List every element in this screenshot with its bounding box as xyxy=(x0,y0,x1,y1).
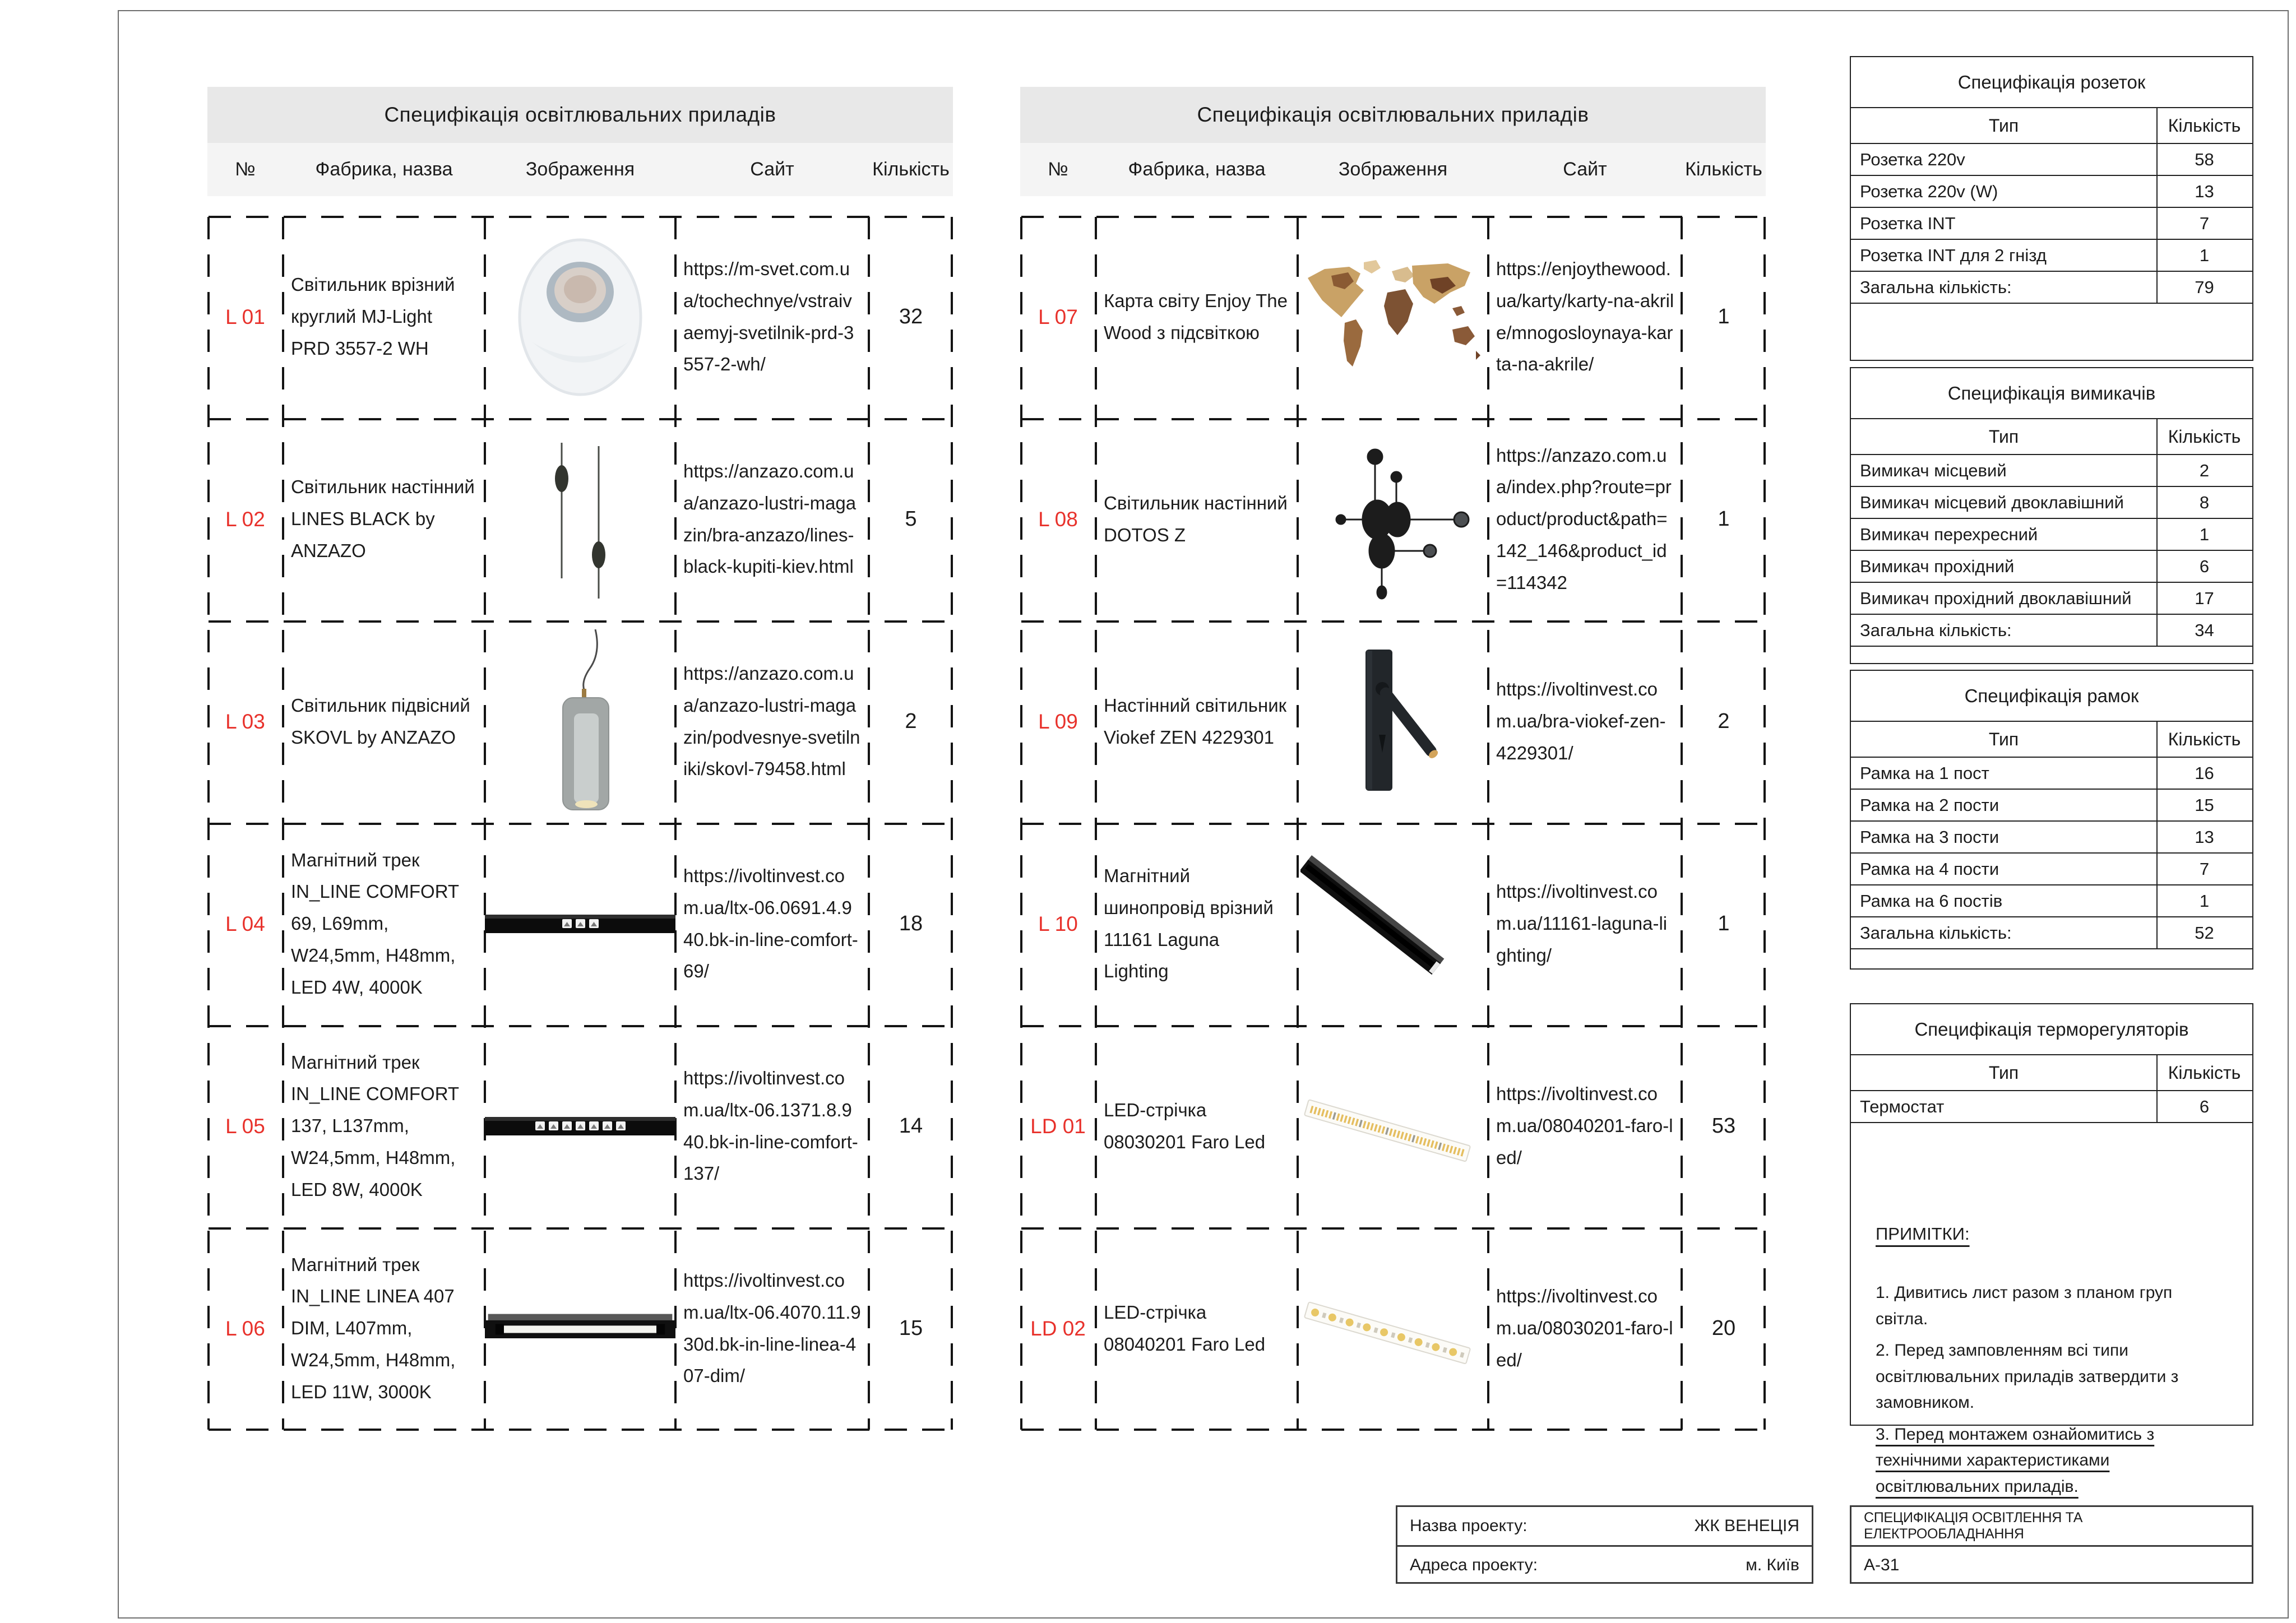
column-header: Фабрика, назва xyxy=(1128,159,1266,180)
column-header: Зображення xyxy=(1338,159,1448,180)
pendant-cylinder-image xyxy=(485,620,675,823)
row-id-label: L 07 xyxy=(1038,305,1078,328)
qty-cell: 2 xyxy=(2199,460,2210,480)
qty-cell: 52 xyxy=(2195,922,2214,943)
row-id-label: L 04 xyxy=(225,912,265,935)
spec-table-header xyxy=(1020,143,1766,196)
project-address-row xyxy=(1397,1545,1812,1583)
product-quantity: 32 xyxy=(899,304,923,328)
side-table-row xyxy=(1851,1091,2252,1123)
row-id-label: L 05 xyxy=(225,1114,265,1138)
product-quantity: 18 xyxy=(899,911,923,935)
product-quantity: 20 xyxy=(1711,1316,1736,1340)
qty-cell: 34 xyxy=(2195,620,2214,640)
product-name: Світильник настінний LINES BLACK by ANZAZO xyxy=(291,476,475,561)
product-quantity: 2 xyxy=(1718,709,1730,733)
column-header: Сайт xyxy=(1563,159,1607,180)
world-map-wood-image xyxy=(1298,216,1488,418)
product-quantity: 1 xyxy=(1718,507,1730,531)
type-cell: Розетка INT xyxy=(1860,213,1956,233)
product-name: Світильник врізний круглий MJ-Light PRD 3557-2 WH xyxy=(291,274,455,359)
side-table-header xyxy=(1851,108,2252,144)
sheet-title: СПЕЦИФІКАЦІЯ ОСВІТЛЕННЯ ТА ЕЛЕКТРООБЛАДНАННЯ xyxy=(1864,1510,2083,1542)
qty-cell: 1 xyxy=(2199,891,2210,911)
type-cell: Розетка 220v xyxy=(1860,149,1965,169)
side-table-3 xyxy=(1850,1003,2253,1496)
column-header: № xyxy=(235,159,256,180)
qty-cell: 6 xyxy=(2199,556,2210,576)
product-quantity: 14 xyxy=(899,1114,923,1138)
product-quantity: 5 xyxy=(905,507,917,531)
column-header: № xyxy=(1048,159,1068,180)
side-table-row xyxy=(1851,917,2252,949)
type-cell: Вимикач прохідний двоклавішний xyxy=(1860,588,2132,608)
type-cell: Загальна кількість: xyxy=(1860,277,2012,297)
magnetic-track-3-image xyxy=(485,823,675,1025)
qty-cell: 7 xyxy=(2199,213,2210,233)
side-table-row xyxy=(1851,551,2252,583)
qty-cell: 8 xyxy=(2199,492,2210,512)
row-id-label: L 08 xyxy=(1038,507,1078,531)
qty-cell: 13 xyxy=(2195,827,2214,847)
lighting-spec-table-right xyxy=(1020,0,1766,1623)
product-url: https://ivoltinvest.com.ua/ltx-06.4070.11.930d.bk-in-line-linea-407-dim/ xyxy=(683,1270,861,1386)
led-strip-dense-image xyxy=(1298,1025,1488,1227)
qty-cell: 1 xyxy=(2199,245,2210,265)
product-url: https://ivoltinvest.com.ua/08030201-faro-led/ xyxy=(1496,1286,1673,1370)
product-url: https://ivoltinvest.com.ua/ltx-06.0691.4.940.bk-in-line-comfort-69/ xyxy=(683,865,858,982)
product-name: Магнітний трек IN_LINE COMFORT 69, L69mm, W24,5mm, H48mm, LED 4W, 4000K xyxy=(291,849,459,998)
led-strip-sparse-image xyxy=(1298,1227,1488,1430)
qty-cell: 6 xyxy=(2199,1096,2210,1116)
product-quantity: 15 xyxy=(899,1316,923,1340)
note-item: 3. Перед монтажем ознайомитись з технічними характеристиками освітлювальних приладів. xyxy=(1876,1425,2155,1496)
product-url: https://ivoltinvest.com.ua/bra-viokef-zen-4229301/ xyxy=(1496,679,1666,763)
wall-lamp-lines-image xyxy=(485,418,675,620)
product-url: https://anzazo.com.ua/anzazo-lustri-magazin/bra-anzazo/lines-black-kupiti-kiev.html xyxy=(683,461,857,577)
product-name: Магнітний трек IN_LINE COMFORT 137, L137mm, W24,5mm, H48mm, LED 8W, 4000K xyxy=(291,1051,459,1200)
side-table-row xyxy=(1851,583,2252,615)
notes-section xyxy=(1876,1224,2220,1505)
side-table-header xyxy=(1851,419,2252,455)
notes-title: ПРИМІТКИ: xyxy=(1876,1224,1970,1244)
type-cell: Рамка на 6 постів xyxy=(1860,891,2003,911)
side-col-type: Тип xyxy=(1988,426,2019,447)
side-table-row xyxy=(1851,885,2252,917)
side-table-row xyxy=(1851,176,2252,208)
side-table-header xyxy=(1851,1055,2252,1091)
side-table-row xyxy=(1851,144,2252,176)
project-address-label: Адреса проекту: xyxy=(1410,1555,1538,1574)
type-cell: Рамка на 4 пости xyxy=(1860,859,1999,879)
qty-cell: 58 xyxy=(2195,149,2214,169)
type-cell: Розетка INT для 2 гнізд xyxy=(1860,245,2047,265)
row-id-label: L 10 xyxy=(1038,912,1078,935)
side-table-row xyxy=(1851,519,2252,551)
qty-cell: 1 xyxy=(2199,524,2210,544)
product-url: https://m-svet.com.ua/tochechnye/vstraivaemyj-svetilnik-prd-3557-2-wh/ xyxy=(683,258,854,375)
product-url: https://anzazo.com.ua/index.php?route=product/product&path=142_146&product_id=114342 xyxy=(1496,444,1672,593)
side-table-row xyxy=(1851,854,2252,885)
product-quantity: 1 xyxy=(1718,304,1730,328)
qty-cell: 15 xyxy=(2195,795,2214,815)
type-cell: Рамка на 3 пости xyxy=(1860,827,1999,847)
side-table-2 xyxy=(1850,670,2253,970)
side-table-title: Специфікація рамок xyxy=(1851,671,2252,722)
side-table-row xyxy=(1851,272,2252,304)
side-table-header xyxy=(1851,722,2252,758)
column-header: Кількість xyxy=(1685,159,1762,180)
spec-table-title: Специфікація освітлювальних приладів xyxy=(207,87,953,143)
side-table-row xyxy=(1851,758,2252,790)
product-name: Світильник підвісний SKOVL by ANZAZO xyxy=(291,694,470,748)
side-table-row xyxy=(1851,615,2252,647)
project-info-block xyxy=(1396,1505,1813,1584)
type-cell: Термостат xyxy=(1860,1096,1945,1116)
side-table-title: Специфікація вимикачів xyxy=(1851,368,2252,419)
side-col-type: Тип xyxy=(1988,115,2019,136)
wall-lamp-dotos-image xyxy=(1298,418,1488,620)
type-cell: Вимикач місцевий двоклавішний xyxy=(1860,492,2124,512)
column-header: Сайт xyxy=(750,159,794,180)
spec-table-title: Специфікація освітлювальних приладів xyxy=(1020,87,1766,143)
product-name: LED-стрічка 08040201 Faro Led xyxy=(1104,1301,1266,1355)
column-header: Фабрика, назва xyxy=(315,159,453,180)
side-table-title: Специфікація терморегуляторів xyxy=(1851,1004,2252,1055)
column-header: Зображення xyxy=(525,159,635,180)
product-name: LED-стрічка 08030201 Faro Led xyxy=(1104,1099,1266,1152)
product-quantity: 2 xyxy=(905,709,917,733)
recessed-round-downlight-image xyxy=(485,216,675,418)
side-table-row xyxy=(1851,208,2252,240)
row-id-label: L 03 xyxy=(225,710,265,733)
type-cell: Рамка на 2 пости xyxy=(1860,795,1999,815)
sheet-number-row xyxy=(1851,1545,2252,1583)
spec-table-header xyxy=(207,143,953,196)
qty-cell: 79 xyxy=(2195,277,2214,297)
row-id-label: L 06 xyxy=(225,1316,265,1340)
product-quantity: 1 xyxy=(1718,911,1730,935)
column-header: Кількість xyxy=(872,159,950,180)
product-name: Магнітний шинопровід врізний 11161 Laguna Lighting xyxy=(1104,865,1274,982)
product-url: https://ivoltinvest.com.ua/08040201-faro-led/ xyxy=(1496,1083,1673,1168)
product-name: Настінний світильник Viokef ZEN 4229301 xyxy=(1104,694,1287,748)
wall-lamp-zen-image xyxy=(1298,620,1488,823)
side-col-type: Тип xyxy=(1988,729,2019,749)
side-col-qty: Кількість xyxy=(2168,115,2241,136)
product-quantity: 53 xyxy=(1711,1114,1736,1138)
project-name-value: ЖК ВЕНЕЦІЯ xyxy=(1694,1517,1799,1535)
side-table-row xyxy=(1851,455,2252,487)
product-url: https://enjoythewood.ua/karty/karty-na-akrile/mnogosloynaya-karta-na-akrile/ xyxy=(1496,258,1674,375)
qty-cell: 13 xyxy=(2195,181,2214,201)
side-col-qty: Кількість xyxy=(2168,426,2241,447)
side-col-type: Тип xyxy=(1988,1062,2019,1083)
type-cell: Загальна кількість: xyxy=(1860,620,2012,640)
type-cell: Вимикач перехресний xyxy=(1860,524,2038,544)
row-id-label: LD 01 xyxy=(1030,1114,1086,1138)
lighting-spec-table-left xyxy=(207,0,953,1623)
qty-cell: 16 xyxy=(2195,763,2214,783)
project-address-value: м. Київ xyxy=(1746,1555,1799,1574)
side-col-qty: Кількість xyxy=(2168,729,2241,749)
project-name-row xyxy=(1397,1507,1812,1545)
qty-cell: 17 xyxy=(2195,588,2214,608)
type-cell: Загальна кількість: xyxy=(1860,922,2012,943)
side-table-1 xyxy=(1850,367,2253,664)
sheet-title-block xyxy=(1850,1505,2253,1584)
side-table-title: Специфікація розеток xyxy=(1851,57,2252,108)
product-name: Карта світу Enjoy The Wood з підсвіткою xyxy=(1104,290,1288,343)
side-table-row xyxy=(1851,240,2252,272)
sheet-number: А-31 xyxy=(1864,1555,1900,1574)
type-cell: Рамка на 1 пост xyxy=(1860,763,1989,783)
side-table-row xyxy=(1851,487,2252,519)
product-url: https://ivoltinvest.com.ua/ltx-06.1371.8.940.bk-in-line-comfort-137/ xyxy=(683,1068,858,1184)
product-url: https://anzazo.com.ua/anzazo-lustri-magazin/podvesnye-svetilniki/skovl-79458.html xyxy=(683,663,860,780)
side-table-row xyxy=(1851,822,2252,854)
side-table-0 xyxy=(1850,56,2253,361)
product-url: https://ivoltinvest.com.ua/11161-laguna-lighting/ xyxy=(1496,881,1668,966)
side-table-row xyxy=(1851,790,2252,822)
row-id-label: L 02 xyxy=(225,507,265,531)
sheet-title-row xyxy=(1851,1507,2252,1545)
product-name: Магнітний трек IN_LINE LINEA 407 DIM, L407mm, W24,5mm, H48mm, LED 11W, 3000K xyxy=(291,1254,456,1402)
type-cell: Розетка 220v (W) xyxy=(1860,181,1998,201)
type-cell: Вимикач прохідний xyxy=(1860,556,2015,576)
magnetic-track-linea-image xyxy=(485,1227,675,1430)
row-id-label: LD 02 xyxy=(1030,1316,1086,1340)
note-item: 1. Дивитись лист разом з планом груп світла. xyxy=(1876,1283,2173,1328)
product-name: Світильник настінний DOTOS Z xyxy=(1104,492,1288,545)
project-name-label: Назва проекту: xyxy=(1410,1517,1527,1535)
recessed-track-profile-image xyxy=(1298,823,1488,1025)
row-id-label: L 01 xyxy=(225,305,265,328)
note-item: 2. Перед замповленням всі типи освітлювальних приладів затвердити з замовником. xyxy=(1876,1341,2179,1412)
magnetic-track-7-image xyxy=(485,1025,675,1227)
row-id-label: L 09 xyxy=(1038,710,1078,733)
type-cell: Вимикач місцевий xyxy=(1860,460,2007,480)
side-col-qty: Кількість xyxy=(2168,1062,2241,1083)
qty-cell: 7 xyxy=(2199,859,2210,879)
